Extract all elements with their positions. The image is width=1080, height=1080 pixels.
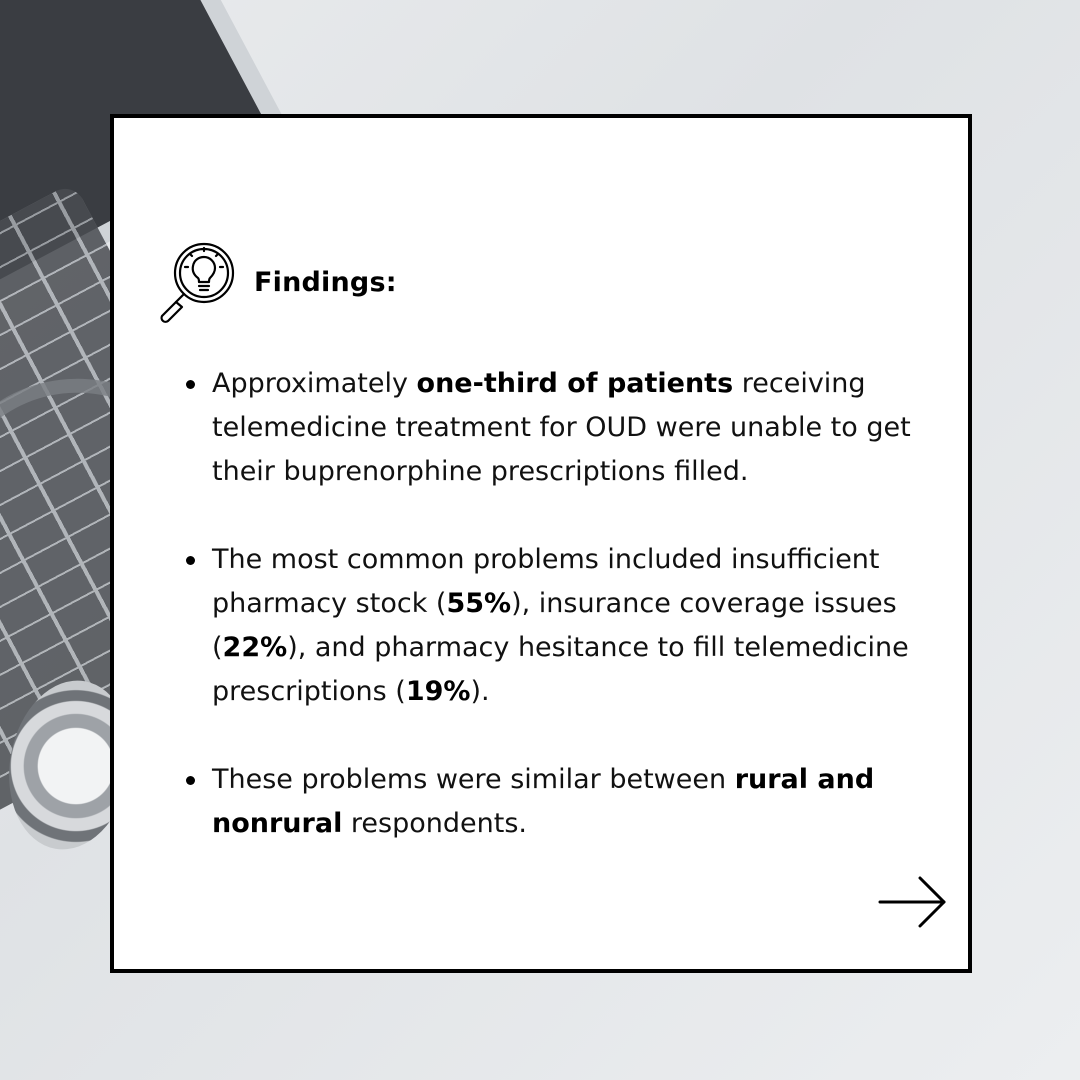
finding-emphasis: rural and nonrural [212, 764, 875, 839]
finding-text: The most common problems included insufficient pharmacy stock ( [212, 544, 880, 619]
finding-emphasis: 19% [405, 676, 471, 707]
finding-emphasis: 55% [446, 588, 512, 619]
magnifier-lightbulb-icon [154, 240, 238, 324]
finding-text: receiving telemedicine treatment for OUD were unable to get their buprenorphine prescriptions filled. [212, 368, 911, 487]
findings-card [110, 114, 972, 973]
finding-text: Approximately [212, 368, 417, 399]
finding-text: ). [470, 676, 490, 707]
finding-text: ), insurance coverage issues ( [212, 588, 897, 663]
heading-row [154, 240, 397, 324]
finding-emphasis: one-third of patients [416, 368, 734, 399]
finding-text: ), and pharmacy hesitance to fill telemedicine prescriptions ( [212, 632, 909, 707]
finding-item [174, 538, 934, 714]
findings-list [174, 362, 934, 890]
finding-item [174, 362, 934, 494]
finding-emphasis: 22% [222, 632, 288, 663]
findings-heading: Findings: [254, 266, 397, 298]
arrow-right-icon[interactable] [878, 875, 948, 929]
finding-text: respondents. [342, 808, 527, 839]
finding-item [174, 758, 934, 846]
finding-text: These problems were similar between [212, 764, 735, 795]
